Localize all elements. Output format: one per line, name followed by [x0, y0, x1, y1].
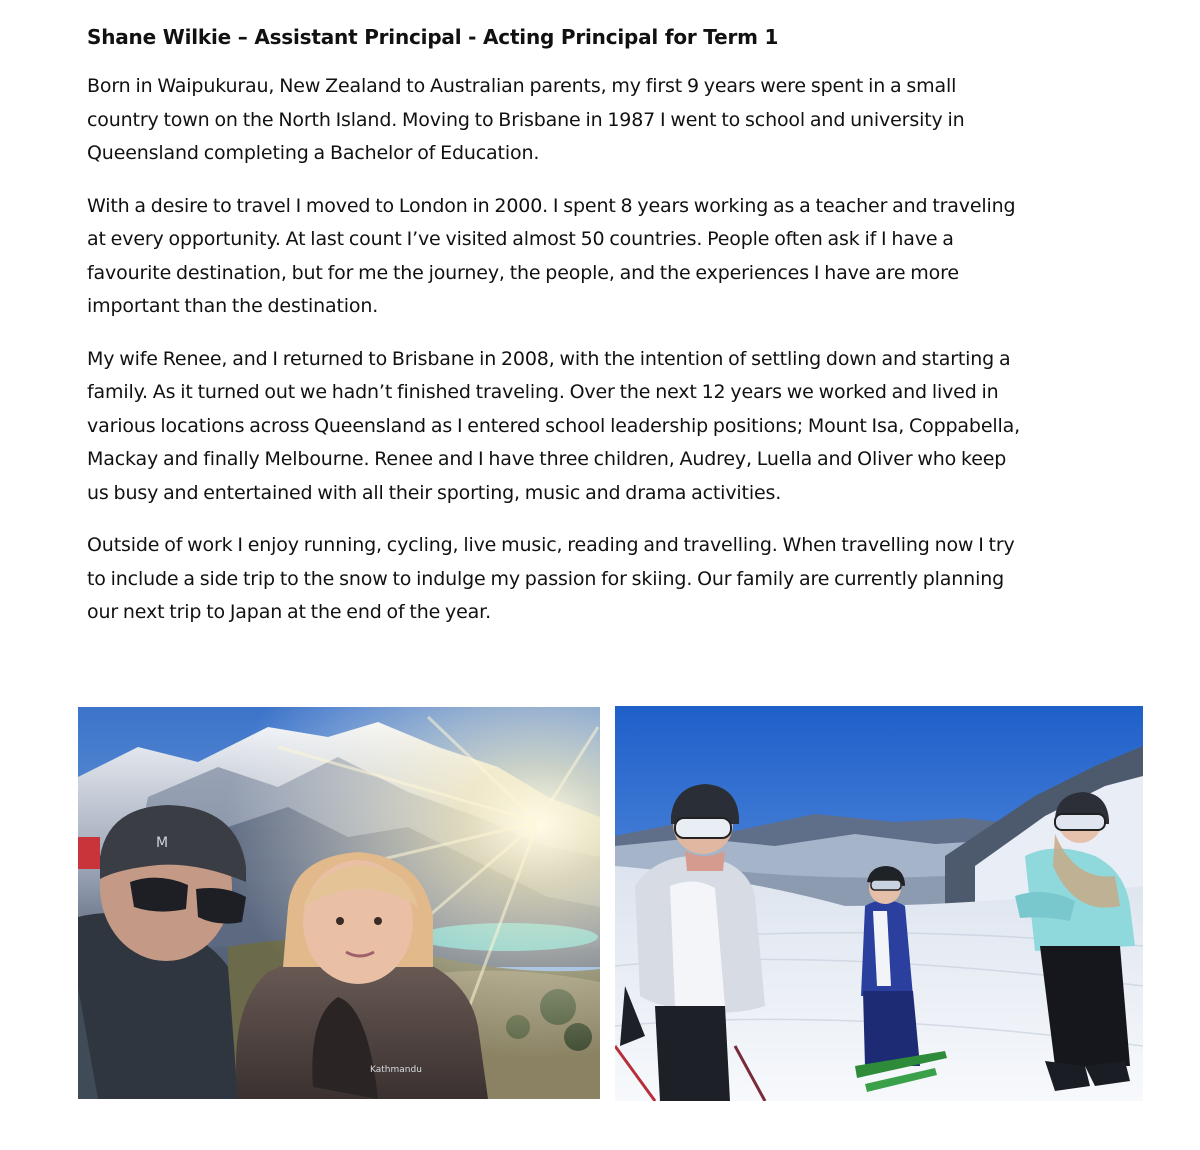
- text-line: various locations across Queensland as I entered school leadership positions; Mount Isa, Coppabella,: [87, 414, 1021, 437]
- paragraph-origins: [87, 70, 1147, 171]
- text-line: us busy and entertained with all their sporting, music and drama activities.: [87, 481, 782, 504]
- paragraph-hobbies: [87, 529, 1147, 630]
- photo-ski-family: [615, 706, 1143, 1101]
- mountain-selfie-image: [78, 707, 600, 1099]
- text-line: Queensland completing a Bachelor of Education.: [87, 142, 540, 164]
- ski-family-image: [615, 706, 1143, 1101]
- page-title: Shane Wilkie – Assistant Principal - Acting Principal for Term 1: [87, 25, 779, 49]
- text-line: family. As it turned out we hadn’t finished traveling. Over the next 12 years we worked and lived in: [87, 381, 999, 403]
- text-line: to include a side trip to the snow to indulge my passion for skiing. Our family are currently planning: [87, 567, 1004, 590]
- text-line: Born in Waipukurau, New Zealand to Australian parents, my first 9 years were spent in a small: [87, 75, 957, 97]
- paragraph-family: [87, 343, 1147, 511]
- text-line: at every opportunity. At last count I’ve visited almost 50 countries. People often ask if I have a: [87, 228, 954, 250]
- text-line: our next trip to Japan at the end of the year.: [87, 601, 491, 623]
- jacket-logo-text: Kathmandu: [370, 1065, 422, 1075]
- text-line: My wife Renee, and I returned to Brisbane in 2008, with the intention of settling down and starting a: [87, 347, 1011, 370]
- text-line: country town on the North Island. Moving to Brisbane in 1987 I went to school and university in: [87, 108, 965, 131]
- text-line: important than the destination.: [87, 295, 379, 317]
- photo-mountain-selfie: [78, 707, 600, 1099]
- paragraph-london: [87, 190, 1147, 324]
- text-line: With a desire to travel I moved to London in 2000. I spent 8 years working as a teacher and traveling: [87, 194, 1016, 217]
- text-line: favourite destination, but for me the journey, the people, and the experiences I have are more: [87, 261, 959, 284]
- document-body: [87, 22, 1147, 649]
- text-line: Mackay and finally Melbourne. Renee and I have three children, Audrey, Luella and Oliver who keep: [87, 448, 1007, 470]
- svg-text:M: M: [156, 835, 169, 851]
- text-line: Outside of work I enjoy running, cycling, live music, reading and travelling. When travelling now I try: [87, 534, 1015, 556]
